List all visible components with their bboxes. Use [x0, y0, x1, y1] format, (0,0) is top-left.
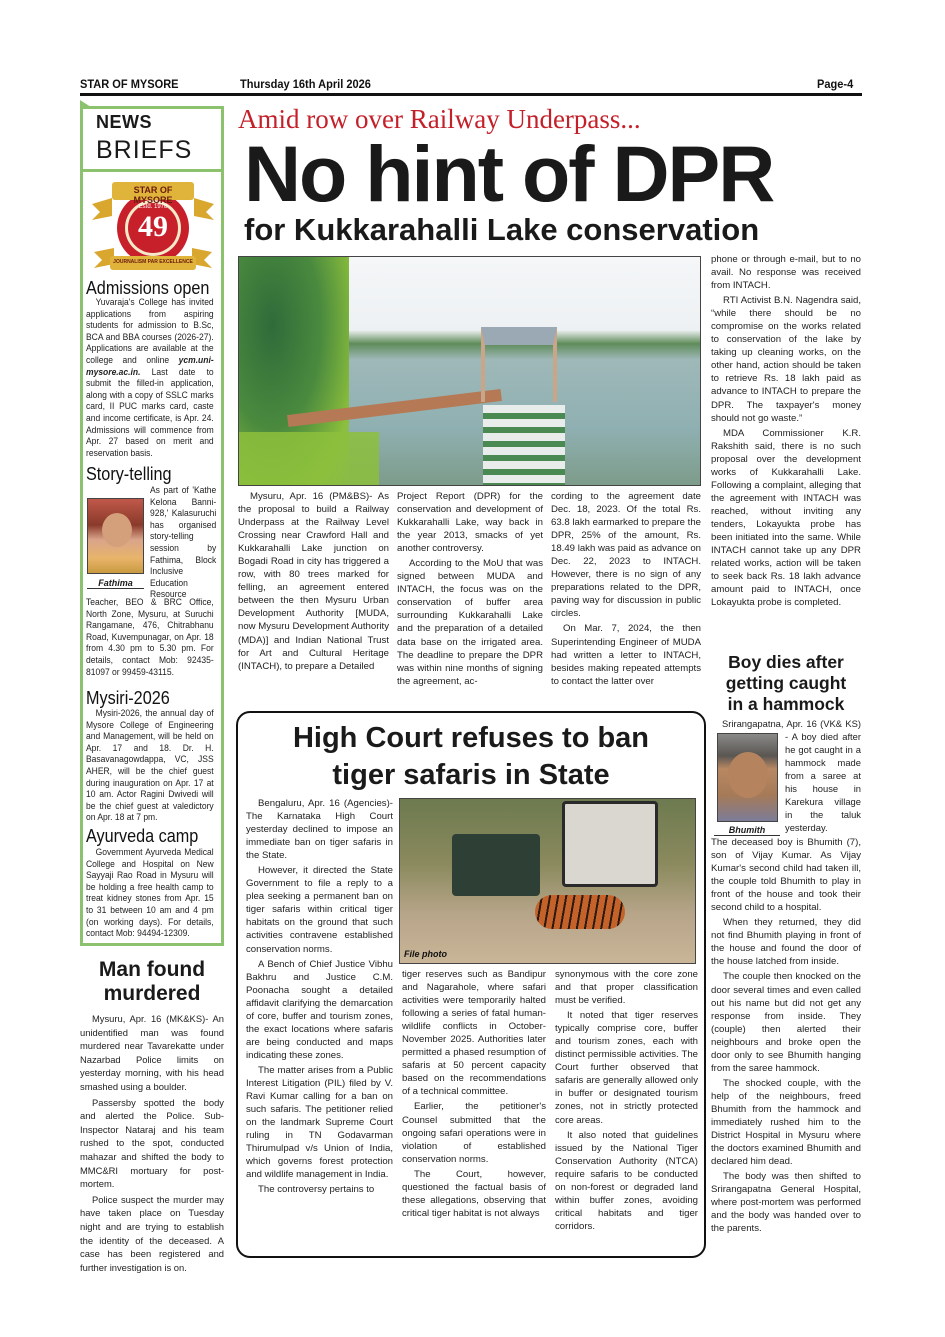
high-court-column-1	[246, 797, 393, 1198]
page-number: Page-4	[817, 77, 854, 91]
tower-base	[483, 405, 565, 486]
murder-story	[80, 1012, 224, 1276]
hc-paragraph: It also noted that guidelines issued by the National Tiger Conservation Authority (NTCA) require safaris to be conducted on non-forest or degraded land within buffer zones, avoiding critical habitats and tiger corridors.	[555, 1129, 698, 1232]
logo-ribbon-text: JOURNALISM PAR EXCELLENCE	[113, 259, 193, 265]
hc-paragraph: Earlier, the petitioner's Counsel submitted that the ongoing safari operations were in violation of established conservation norms.	[402, 1101, 546, 1165]
brief-text-ayurveda	[86, 847, 214, 940]
news-label: NEWS	[96, 112, 152, 132]
lead-paragraph: According to the MoU that was signed between MUDA and INTACH, the focus was on the conservation of buffer area surrounding Kukkarahalli Lake and the preparation of a detailed data base on the irrigated area. The deadline to prepare the DPR was within nine months of signing the agreement, ac-	[397, 558, 543, 687]
safari-bus	[562, 801, 658, 887]
high-court-headline	[240, 720, 702, 794]
hammock-intro: Srirangapatna, Apr. 16 (VK& KS) - A boy died after he got caught in a hammock made from a saree at his house in Karekura village in the taluk yesterday.	[722, 718, 861, 834]
college-website-link[interactable]: ycm.uni-mysore.ac.in.	[86, 354, 214, 377]
lead-column-4	[711, 253, 861, 611]
lead-paragraph: RTI Activist B.N. Nagendra said, “while there should be no compromise on the works related to conservation of the lake by taking up cleaning works, on the other hand, action should be taken to retrieve Rs. 18 lakh paid as advance to INTACH to prepare the DPR. The taxpayer's money should not go waste.”	[711, 295, 861, 424]
brief-text-part: Mysiri-2026, the annual day of Mysore College of Engineering and Management, will be held on Apr. 17 and 18. Dr. H. Basavanagowdappa, VC, JSS AHER, will be the chief guest during inauguration on Apr. 17 at 10 am. Actor Ragini Dwivedi will be the chief guest at valedictory on Apr. 18 at 7 pm.	[86, 708, 214, 823]
header-rule	[80, 93, 862, 96]
face-shape	[728, 752, 768, 798]
brief-title-admissions: Admissions open	[86, 278, 210, 298]
hc-paragraph: The Court, however, questioned the factual basis of these allegations, observing that critical tiger habitat is not always	[402, 1168, 546, 1219]
hammock-headline-line-2: getting caught	[725, 673, 847, 693]
hammock-paragraph: The shocked couple, with the help of the neighbours, freed Bhumith from the hammock and immediately rushed him to the District Hospital in Mysuru where the doctors examined Bhumith and declared him dead.	[711, 1077, 861, 1168]
hc-paragraph: tiger reserves such as Bandipur and Nagarahole, where safari activities were temporarily halted following a series of fatal human-wildlife conflicts in October-November 2025. Authorities later permitted a phased resumption of safaris at 50 percent capacity based on the recommendations of a technical committee.	[402, 969, 546, 1098]
hammock-headline-line-3: in a hammock	[727, 694, 845, 714]
brief-text-mysiri	[86, 708, 214, 824]
fathima-caption: Fathima	[87, 578, 144, 589]
brief-text-admissions	[86, 297, 214, 459]
tower-pavilion	[481, 327, 557, 402]
lead-paragraph: cording to the agreement date Dec. 18, 2023. Of the total Rs. 63.8 lakh earmarked to prepare the DPR, 25% of the amount, Rs. 18.49 lakh was paid as advance on Dec. 22, 2023 to INTACH. However, there is no sign of any preparations related to the DPR, paving way for discussion in public circles.	[551, 491, 701, 620]
high-court-column-2	[402, 968, 546, 1222]
anniversary-logo	[88, 176, 218, 276]
bhumith-photo	[717, 733, 778, 822]
fathima-photo	[87, 498, 144, 574]
face-shape	[102, 513, 132, 547]
logo-number: 49	[138, 210, 168, 243]
murder-paragraph: Police suspect the murder may have taken place on Tuesday night and are trying to establish the identity of the deceased. A case has been registered and further investigation is on.	[80, 1193, 224, 1273]
lead-column-2	[397, 490, 543, 690]
lead-kicker: Amid row over Railway Underpass...	[238, 104, 641, 134]
shrubs	[239, 432, 379, 486]
hammock-headline-line-1: Boy dies after	[728, 652, 844, 672]
brief-text-part: Last date to submit the filled-in application, along with a copy of SSLC marks card, II PUC marks card, caste and income certificate, is Apr. 24. Admissions will commence from Apr. 27 based on merit and reservation basis.	[86, 366, 214, 458]
hammock-paragraph: The couple then knocked on the door several times and even called out his name but did not get any response from inside. They (couple) then alerted their neighbours and broke open the door only to see Bhumith hanging from the saree hammock.	[711, 971, 861, 1074]
lead-paragraph: Mysuru, Apr. 16 (PM&BS)- As the proposal to build a Railway Underpass at the Railway Level Crossing near Crawford Hall and Kukkarahalli Lake junction on Bogadi Road in city has triggered a row, with 80 trees marked for felling, an agreement entered between the then Mysuru Urban Development Authority [MUDA, now Mysuru Development Authority (MDA)] and Indian National Trust for Art and Cultural Heritage (INTACH), to prepare a Detailed	[238, 491, 389, 672]
hammock-paragraph: The body was then shifted to Srirangapatna General Hospital, where post-mortem was performed and the body was handed over to the parents.	[711, 1171, 861, 1235]
hc-paragraph: The controversy pertains to	[258, 1184, 375, 1196]
brief-title-storytelling: Story-telling	[86, 464, 172, 484]
lead-column-1	[238, 490, 389, 675]
lead-subhead: for Kukkarahalli Lake conservation	[244, 212, 760, 247]
hc-paragraph: However, it directed the State Government to file a reply to a plea seeking a permanent ban on tiger safaris within critical tiger habitats on the ground that such activities contravene established conservation norms.	[246, 865, 393, 955]
brief-text-part: Yuvaraja's College has invited applications from aspiring students for admission to B.Sc, BCA and BBA courses (2026-27). Applications are available at the college and online	[86, 297, 214, 365]
brief-text-storytelling-below: Teacher, BEO & BRC Office, North Zone, Mysuru, at Suruchi Rangamane, 476, Chitrabhanu Road, Kuvempunagar, on Apr. 18 from 4.30 pm to 5.30 pm. For details, contact Mob: 92435-81097 or 99459-43115.	[86, 597, 214, 677]
brief-text-storytelling-side: As part of 'Kathe Kelona Banni-928,' Kalasuruchi has organised story-telling session by Fathima, Block Inclusive Education Resource	[150, 485, 217, 600]
paper-name: STAR OF MYSORE	[80, 77, 179, 91]
hc-paragraph: synonymous with the core zone and that proper classification must be verified.	[555, 969, 698, 1007]
high-court-headline-line-2: tiger safaris in State	[332, 759, 610, 791]
briefs-divider	[83, 169, 221, 172]
high-court-column-3	[555, 968, 698, 1235]
hammock-paragraph: The deceased boy is Bhumith (7), son of Vijay Kumar. As Vijay Kumar's second child had taken ill, the couple told Bhumith to play in front of the house and took their second child to a hospital.	[711, 837, 861, 914]
logo-estd-text: Estd. 1978	[138, 204, 168, 210]
brief-title-mysiri: Mysiri-2026	[86, 688, 170, 708]
issue-date: Thursday 16th April 2026	[240, 77, 371, 91]
brief-text-part: Government Ayurveda Medical College and Hospital on New Sayyaji Rao Road in Mysuru will be holding a free health camp to treat kidney stones from Apr. 15 to 31 between 10 am and 4 pm (on working days). For details, contact Mob: 94494-12309.	[86, 847, 214, 939]
photo-credit: File photo	[404, 949, 447, 959]
brief-title-ayurveda: Ayurveda camp	[86, 826, 199, 846]
bhumith-caption: Bhumith	[714, 825, 780, 836]
lead-paragraph: MDA Commissioner K.R. Rakshith said, there is no such proposal over the development works of Kukkarahalli Lake. Following a complaint, alleging that the agreement with INTACH was reached, without inviting any tenders, Lokayukta probe has been initiated into the same. While INTACH cannot take up any DPR related works, action will be taken to seek back Rs. 18 lakh advance amount paid to INTACH, once Lokayukta probe is completed.	[711, 427, 861, 609]
lead-column-3	[551, 490, 701, 690]
hc-paragraph: A Bench of Chief Justice Vibhu Bakhru and Justice C.M. Poonacha sought a detailed affidavit clarifying the demarcation of core, buffer and tourism zones, the exact locations where safaris are being conducted and maps indicating these zones.	[246, 958, 393, 1061]
logo-top-text: STAR OF MYSORE	[133, 185, 173, 205]
lead-paragraph: phone or through e-mail, but to no avail. No response was received from INTACH.	[711, 254, 861, 292]
murder-paragraph: Mysuru, Apr. 16 (MK&KS)- An unidentified man was found murdered near Tavarekatte under Nazarbad Police limits on yesterday morning, with his head smashed using a boulder.	[80, 1013, 224, 1092]
safari-jeep	[452, 834, 540, 896]
hc-paragraph: The matter arises from a Public Interest Litigation (PIL) filed by V. Ravi Kumar calling for a ban on such safaris. The petitioner relied on the landmark Supreme Court ruling in TN Godavarman Thirumulpad v/s Union of India, which governs forest protection and wildlife management in India.	[246, 1064, 393, 1181]
hammock-paragraph: When they returned, they did not find Bhumith playing in front of the house and found the door of the house latched from inside.	[711, 917, 861, 968]
murder-headline-2: murdered	[103, 982, 201, 1005]
murder-headline-1: Man found	[98, 958, 206, 981]
hc-paragraph: It noted that tiger reserves typically comprise core, buffer and tourism zones, each with distinct permissible activities. The Court further observed that safaris are generally allowed only in buffer or designated tourism zones, not in strictly protected core areas.	[555, 1010, 698, 1126]
lead-paragraph: Project Report (DPR) for the conservation and development of Kukkarahalli Lake, way back in the year 2013, smacks of yet another controversy.	[397, 491, 543, 555]
high-court-headline-line-1: High Court refuses to ban	[292, 722, 650, 754]
tiger-safari-photo	[399, 798, 696, 964]
lead-paragraph: On Mar. 7, 2024, the then Superintending Engineer of MUDA had written a letter to INTACH, besides making repeated attempts to contact the latter over	[551, 623, 701, 687]
tiger	[535, 895, 625, 929]
hammock-story	[711, 836, 861, 1237]
hammock-headline	[711, 652, 861, 715]
murder-paragraph: Passersby spotted the body and alerted the Police. Sub-Inspector Nataraj and his team rushed to the spot, conducted mahazar and shifted the body to MMC&RI mortuary for post-mortem.	[80, 1096, 224, 1190]
kukkarahalli-lake-photo	[238, 256, 701, 486]
hc-paragraph: Bengaluru, Apr. 16 (Agencies)- The Karnataka High Court yesterday declined to impose an immediate ban on tiger safaris in the State.	[246, 798, 393, 862]
lead-headline: No hint of DPR	[244, 129, 774, 218]
briefs-label: BRIEFS	[96, 136, 193, 164]
